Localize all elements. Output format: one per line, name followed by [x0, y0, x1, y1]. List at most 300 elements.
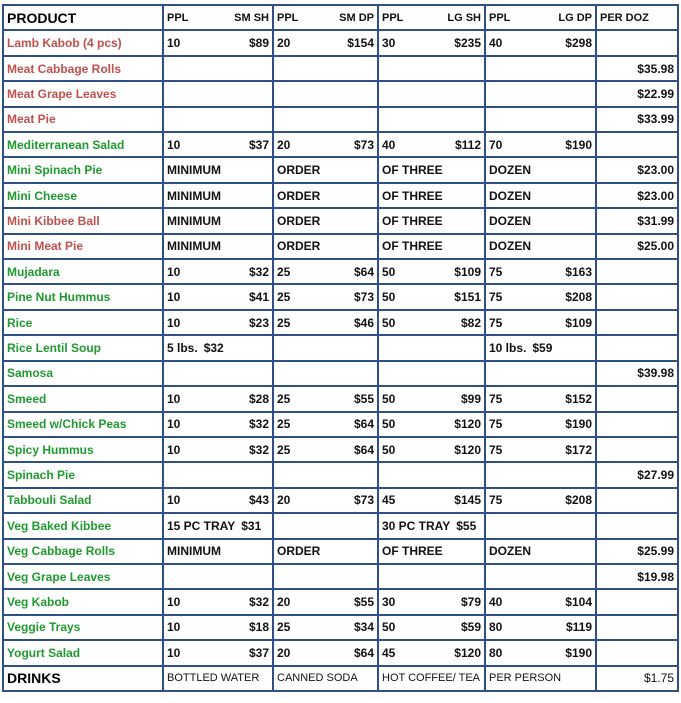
catering-price-table [2, 4, 679, 692]
tier-cell [273, 462, 378, 487]
ppl-label: PPL [489, 11, 511, 24]
product-name: Yogurt Salad [3, 640, 163, 665]
tier-cell [163, 564, 273, 589]
tier-price: $55 [353, 595, 374, 610]
tier-qty: 10 [167, 645, 181, 660]
tier-cell [485, 183, 596, 208]
tier-cell [163, 640, 273, 665]
tier-qty: BOTTLED WATER [167, 672, 260, 685]
header-per-doz: PER DOZ [596, 5, 678, 30]
tier-price: $99 [460, 391, 481, 406]
product-row [3, 539, 678, 564]
tier-cell [378, 310, 485, 335]
tier-qty: 50 [382, 315, 396, 330]
product-row [3, 157, 678, 182]
tier-cell [485, 284, 596, 309]
product-row [3, 488, 678, 513]
tier-qty: 50 [382, 290, 396, 305]
product-name: Meat Cabbage Rolls [3, 56, 163, 81]
tier-qty: DOZEN [489, 544, 531, 559]
tier-cell [485, 56, 596, 81]
tier-cell [485, 386, 596, 411]
tier-cell [163, 589, 273, 614]
tier-qty: 20 [277, 137, 291, 152]
tier-cell [485, 132, 596, 157]
tier-qty: 10 [167, 620, 181, 635]
tier-cell [378, 183, 485, 208]
product-row [3, 437, 678, 462]
per-dozen-price [596, 640, 678, 665]
tier-cell [378, 488, 485, 513]
per-dozen-price: $35.98 [596, 56, 678, 81]
tier-qty: 75 [489, 290, 503, 305]
per-dozen-price [596, 437, 678, 462]
tier-qty: 20 [277, 36, 291, 51]
tier-cell [378, 539, 485, 564]
tier-qty: HOT COFFEE/ TEA [382, 672, 480, 685]
product-name: Meat Pie [3, 107, 163, 132]
product-name: Mujadara [3, 259, 163, 284]
tier-qty: 10 [167, 264, 181, 279]
tier-qty: 45 [382, 645, 396, 660]
product-name: Veggie Trays [3, 615, 163, 640]
tier-qty: MINIMUM [167, 163, 221, 178]
per-dozen-price: $19.98 [596, 564, 678, 589]
tier-cell [163, 132, 273, 157]
per-dozen-price [596, 259, 678, 284]
tier-cell [273, 564, 378, 589]
tier-price: $43 [248, 493, 269, 508]
tier-cell [485, 589, 596, 614]
tier-qty: 40 [489, 36, 503, 51]
tier-qty: ORDER [277, 239, 321, 254]
product-row [3, 589, 678, 614]
ppl-label: PPL [277, 11, 299, 24]
tier-cell [485, 437, 596, 462]
tier-qty: OF THREE [382, 239, 443, 254]
tier-cell [163, 284, 273, 309]
tier-cell [378, 234, 485, 259]
size-label: SM SH [234, 11, 269, 24]
tier-price: $104 [565, 595, 592, 610]
tier-cell [273, 437, 378, 462]
tier-price: $34 [353, 620, 374, 635]
tier-qty: 50 [382, 417, 396, 432]
per-dozen-price [596, 284, 678, 309]
tier-qty: 10 lbs. [489, 340, 527, 355]
product-row [3, 564, 678, 589]
tier-qty: DOZEN [489, 213, 531, 228]
per-dozen-price: $22.99 [596, 81, 678, 106]
tier-cell [378, 386, 485, 411]
tier-qty: 45 [382, 493, 396, 508]
tier-cell [163, 513, 273, 538]
tier-price: $208 [565, 290, 592, 305]
tier-cell [273, 640, 378, 665]
tier-price: $152 [565, 391, 592, 406]
tier-cell [378, 462, 485, 487]
tier-qty: 20 [277, 595, 291, 610]
product-name: Mini Spinach Pie [3, 157, 163, 182]
tier-cell [378, 56, 485, 81]
tier-cell [485, 539, 596, 564]
header-lg-dp [485, 5, 596, 30]
tier-price: $59 [460, 620, 481, 635]
tier-cell [163, 259, 273, 284]
tier-cell [273, 666, 378, 691]
per-dozen-price: $25.00 [596, 234, 678, 259]
tier-cell [273, 157, 378, 182]
product-row [3, 234, 678, 259]
tier-price: $41 [248, 290, 269, 305]
ppl-label: PPL [167, 11, 189, 24]
product-row [3, 310, 678, 335]
tier-qty: 10 [167, 315, 181, 330]
tier-qty: 10 [167, 493, 181, 508]
per-dozen-price [596, 589, 678, 614]
tier-qty: 25 [277, 290, 291, 305]
tier-price: $235 [454, 36, 481, 51]
tier-price: $82 [460, 315, 481, 330]
tier-cell [163, 539, 273, 564]
tier-cell [485, 488, 596, 513]
product-row [3, 412, 678, 437]
tier-cell [273, 284, 378, 309]
tier-qty: 5 lbs. [167, 340, 198, 355]
product-name: Mini Cheese [3, 183, 163, 208]
tier-cell [163, 30, 273, 55]
tier-price: $18 [248, 620, 269, 635]
tier-cell [163, 208, 273, 233]
size-label: SM DP [339, 11, 374, 24]
tier-cell [485, 615, 596, 640]
tier-price: $73 [353, 493, 374, 508]
tier-qty: 40 [382, 137, 396, 152]
tier-cell [485, 208, 596, 233]
tier-price: $89 [248, 36, 269, 51]
tier-price: $163 [565, 264, 592, 279]
tier-cell [485, 259, 596, 284]
tier-price: $145 [454, 493, 481, 508]
tier-cell [485, 335, 596, 360]
tier-cell [378, 259, 485, 284]
per-dozen-price: $39.98 [596, 361, 678, 386]
tier-cell [485, 234, 596, 259]
per-dozen-price [596, 30, 678, 55]
tier-cell [273, 539, 378, 564]
product-row [3, 30, 678, 55]
product-row [3, 183, 678, 208]
tier-price: $64 [353, 264, 374, 279]
price-table-body [3, 5, 678, 691]
tier-cell [273, 361, 378, 386]
tier-price: $79 [460, 595, 481, 610]
product-name: Meat Grape Leaves [3, 81, 163, 106]
size-label: LG SH [447, 11, 481, 24]
tier-price: $190 [565, 645, 592, 660]
per-dozen-price: $33.99 [596, 107, 678, 132]
tier-price: $64 [353, 417, 374, 432]
tier-qty: MINIMUM [167, 188, 221, 203]
tier-cell [273, 107, 378, 132]
product-name: Samosa [3, 361, 163, 386]
tier-cell [485, 107, 596, 132]
tier-cell [378, 412, 485, 437]
tier-cell [163, 462, 273, 487]
tier-cell [378, 107, 485, 132]
product-name: Veg Grape Leaves [3, 564, 163, 589]
tier-qty: 40 [489, 595, 503, 610]
tier-cell [485, 310, 596, 335]
tier-cell [163, 488, 273, 513]
tier-qty: 20 [277, 645, 291, 660]
product-name: Spicy Hummus [3, 437, 163, 462]
tier-price: $55 [353, 391, 374, 406]
tier-cell [273, 234, 378, 259]
tier-qty: PER PERSON [489, 672, 562, 685]
tier-cell [378, 157, 485, 182]
tier-cell [378, 666, 485, 691]
tier-price: $59 [532, 340, 553, 355]
product-name: Smeed [3, 386, 163, 411]
tier-price: $32 [248, 595, 269, 610]
tier-cell [273, 310, 378, 335]
tier-cell [273, 513, 378, 538]
tier-price: $190 [565, 137, 592, 152]
tier-cell [163, 615, 273, 640]
tier-price: $32 [248, 417, 269, 432]
tier-cell [378, 132, 485, 157]
tier-price: $109 [454, 264, 481, 279]
tier-cell [485, 666, 596, 691]
product-name: Mini Kibbee Ball [3, 208, 163, 233]
tier-price: $64 [353, 645, 374, 660]
tier-price: $119 [565, 620, 592, 635]
product-name: Tabbouli Salad [3, 488, 163, 513]
tier-qty: 10 [167, 137, 181, 152]
tier-qty: 10 [167, 290, 181, 305]
header-lg-sh [378, 5, 485, 30]
tier-qty: OF THREE [382, 544, 443, 559]
product-name: Mediterranean Salad [3, 132, 163, 157]
tier-price: $73 [353, 290, 374, 305]
per-dozen-price: $25.99 [596, 539, 678, 564]
tier-qty: ORDER [277, 188, 321, 203]
tier-qty: ORDER [277, 544, 321, 559]
tier-cell [163, 386, 273, 411]
tier-qty: 25 [277, 391, 291, 406]
per-dozen-price [596, 335, 678, 360]
tier-cell [378, 640, 485, 665]
tier-qty: 50 [382, 442, 396, 457]
product-name: Pine Nut Hummus [3, 284, 163, 309]
product-name: Spinach Pie [3, 462, 163, 487]
tier-cell [273, 386, 378, 411]
tier-price: $55 [456, 518, 477, 533]
product-name: Veg Cabbage Rolls [3, 539, 163, 564]
tier-price: $154 [347, 36, 374, 51]
size-label: LG DP [558, 11, 592, 24]
tier-qty: DOZEN [489, 188, 531, 203]
product-row [3, 208, 678, 233]
product-row [3, 56, 678, 81]
product-name: Rice [3, 310, 163, 335]
tier-cell [163, 81, 273, 106]
tier-qty: 75 [489, 315, 503, 330]
tier-price: $37 [248, 645, 269, 660]
tier-qty: MINIMUM [167, 239, 221, 254]
tier-qty: 30 [382, 36, 396, 51]
ppl-label: PPL [382, 11, 404, 24]
tier-cell [485, 640, 596, 665]
product-row [3, 81, 678, 106]
tier-price: $32 [203, 340, 224, 355]
tier-cell [273, 132, 378, 157]
drinks-row [3, 666, 678, 691]
tier-qty: 50 [382, 620, 396, 635]
tier-cell [378, 30, 485, 55]
tier-price: $208 [565, 493, 592, 508]
tier-cell [163, 361, 273, 386]
tier-cell [378, 361, 485, 386]
tier-cell [378, 335, 485, 360]
tier-cell [378, 564, 485, 589]
tier-price: $64 [353, 442, 374, 457]
tier-qty: 25 [277, 315, 291, 330]
per-dozen-price: $23.00 [596, 183, 678, 208]
tier-price: $151 [454, 290, 481, 305]
tier-qty: 10 [167, 595, 181, 610]
per-dozen-price [596, 412, 678, 437]
tier-qty: 15 PC TRAY [167, 518, 236, 533]
per-dozen-price: $23.00 [596, 157, 678, 182]
tier-cell [163, 666, 273, 691]
tier-qty: DOZEN [489, 239, 531, 254]
tier-price: $298 [565, 36, 592, 51]
product-row [3, 462, 678, 487]
product-name: DRINKS [3, 666, 163, 691]
tier-cell [378, 513, 485, 538]
tier-cell [378, 437, 485, 462]
tier-qty: 30 PC TRAY [382, 518, 451, 533]
tier-cell [163, 437, 273, 462]
tier-cell [163, 183, 273, 208]
tier-qty: 80 [489, 620, 503, 635]
tier-cell [273, 615, 378, 640]
tier-cell [378, 284, 485, 309]
tier-qty: OF THREE [382, 163, 443, 178]
product-name: Veg Kabob [3, 589, 163, 614]
tier-qty: DOZEN [489, 163, 531, 178]
tier-cell [163, 412, 273, 437]
tier-cell [378, 615, 485, 640]
product-row [3, 284, 678, 309]
tier-cell [163, 335, 273, 360]
product-row [3, 107, 678, 132]
tier-cell [378, 81, 485, 106]
tier-qty: MINIMUM [167, 544, 221, 559]
tier-cell [273, 30, 378, 55]
tier-cell [485, 462, 596, 487]
tier-price: $120 [454, 417, 481, 432]
tier-price: $73 [353, 137, 374, 152]
tier-cell [163, 234, 273, 259]
tier-cell [273, 183, 378, 208]
tier-cell [273, 56, 378, 81]
tier-qty: 50 [382, 264, 396, 279]
product-row [3, 361, 678, 386]
tier-price: $46 [353, 315, 374, 330]
product-name: Smeed w/Chick Peas [3, 412, 163, 437]
tier-qty: 25 [277, 442, 291, 457]
tier-price: $32 [248, 264, 269, 279]
tier-price: $120 [454, 442, 481, 457]
tier-price: $109 [565, 315, 592, 330]
tier-qty: 10 [167, 36, 181, 51]
tier-qty: 50 [382, 391, 396, 406]
per-dozen-price [596, 513, 678, 538]
product-name: Lamb Kabob (4 pcs) [3, 30, 163, 55]
tier-cell [273, 589, 378, 614]
tier-qty: MINIMUM [167, 213, 221, 228]
tier-cell [273, 259, 378, 284]
tier-qty: ORDER [277, 213, 321, 228]
tier-cell [378, 208, 485, 233]
per-dozen-price [596, 132, 678, 157]
tier-qty: OF THREE [382, 188, 443, 203]
tier-cell [163, 157, 273, 182]
tier-qty: 30 [382, 595, 396, 610]
tier-cell [273, 488, 378, 513]
product-row [3, 615, 678, 640]
product-name: Mini Meat Pie [3, 234, 163, 259]
tier-qty: 75 [489, 391, 503, 406]
tier-cell [485, 30, 596, 55]
tier-cell [485, 564, 596, 589]
tier-qty: CANNED SODA [277, 672, 358, 685]
product-row [3, 132, 678, 157]
product-row [3, 386, 678, 411]
per-dozen-price [596, 386, 678, 411]
per-dozen-price [596, 488, 678, 513]
product-row [3, 513, 678, 538]
tier-qty: 10 [167, 442, 181, 457]
tier-qty: 75 [489, 264, 503, 279]
per-dozen-price [596, 615, 678, 640]
tier-qty: 10 [167, 417, 181, 432]
tier-cell [273, 81, 378, 106]
tier-cell [485, 513, 596, 538]
tier-price: $23 [248, 315, 269, 330]
tier-qty: 25 [277, 417, 291, 432]
tier-price: $172 [565, 442, 592, 457]
tier-qty: 80 [489, 645, 503, 660]
tier-qty: 75 [489, 493, 503, 508]
header-sm-sh [163, 5, 273, 30]
tier-qty: 25 [277, 620, 291, 635]
tier-price: $32 [248, 442, 269, 457]
tier-qty: 20 [277, 493, 291, 508]
product-row [3, 259, 678, 284]
tier-cell [163, 107, 273, 132]
tier-price: $120 [454, 645, 481, 660]
tier-qty: 70 [489, 137, 503, 152]
tier-cell [273, 208, 378, 233]
tier-price: $28 [248, 391, 269, 406]
tier-cell [485, 157, 596, 182]
product-row [3, 335, 678, 360]
tier-qty: 10 [167, 391, 181, 406]
